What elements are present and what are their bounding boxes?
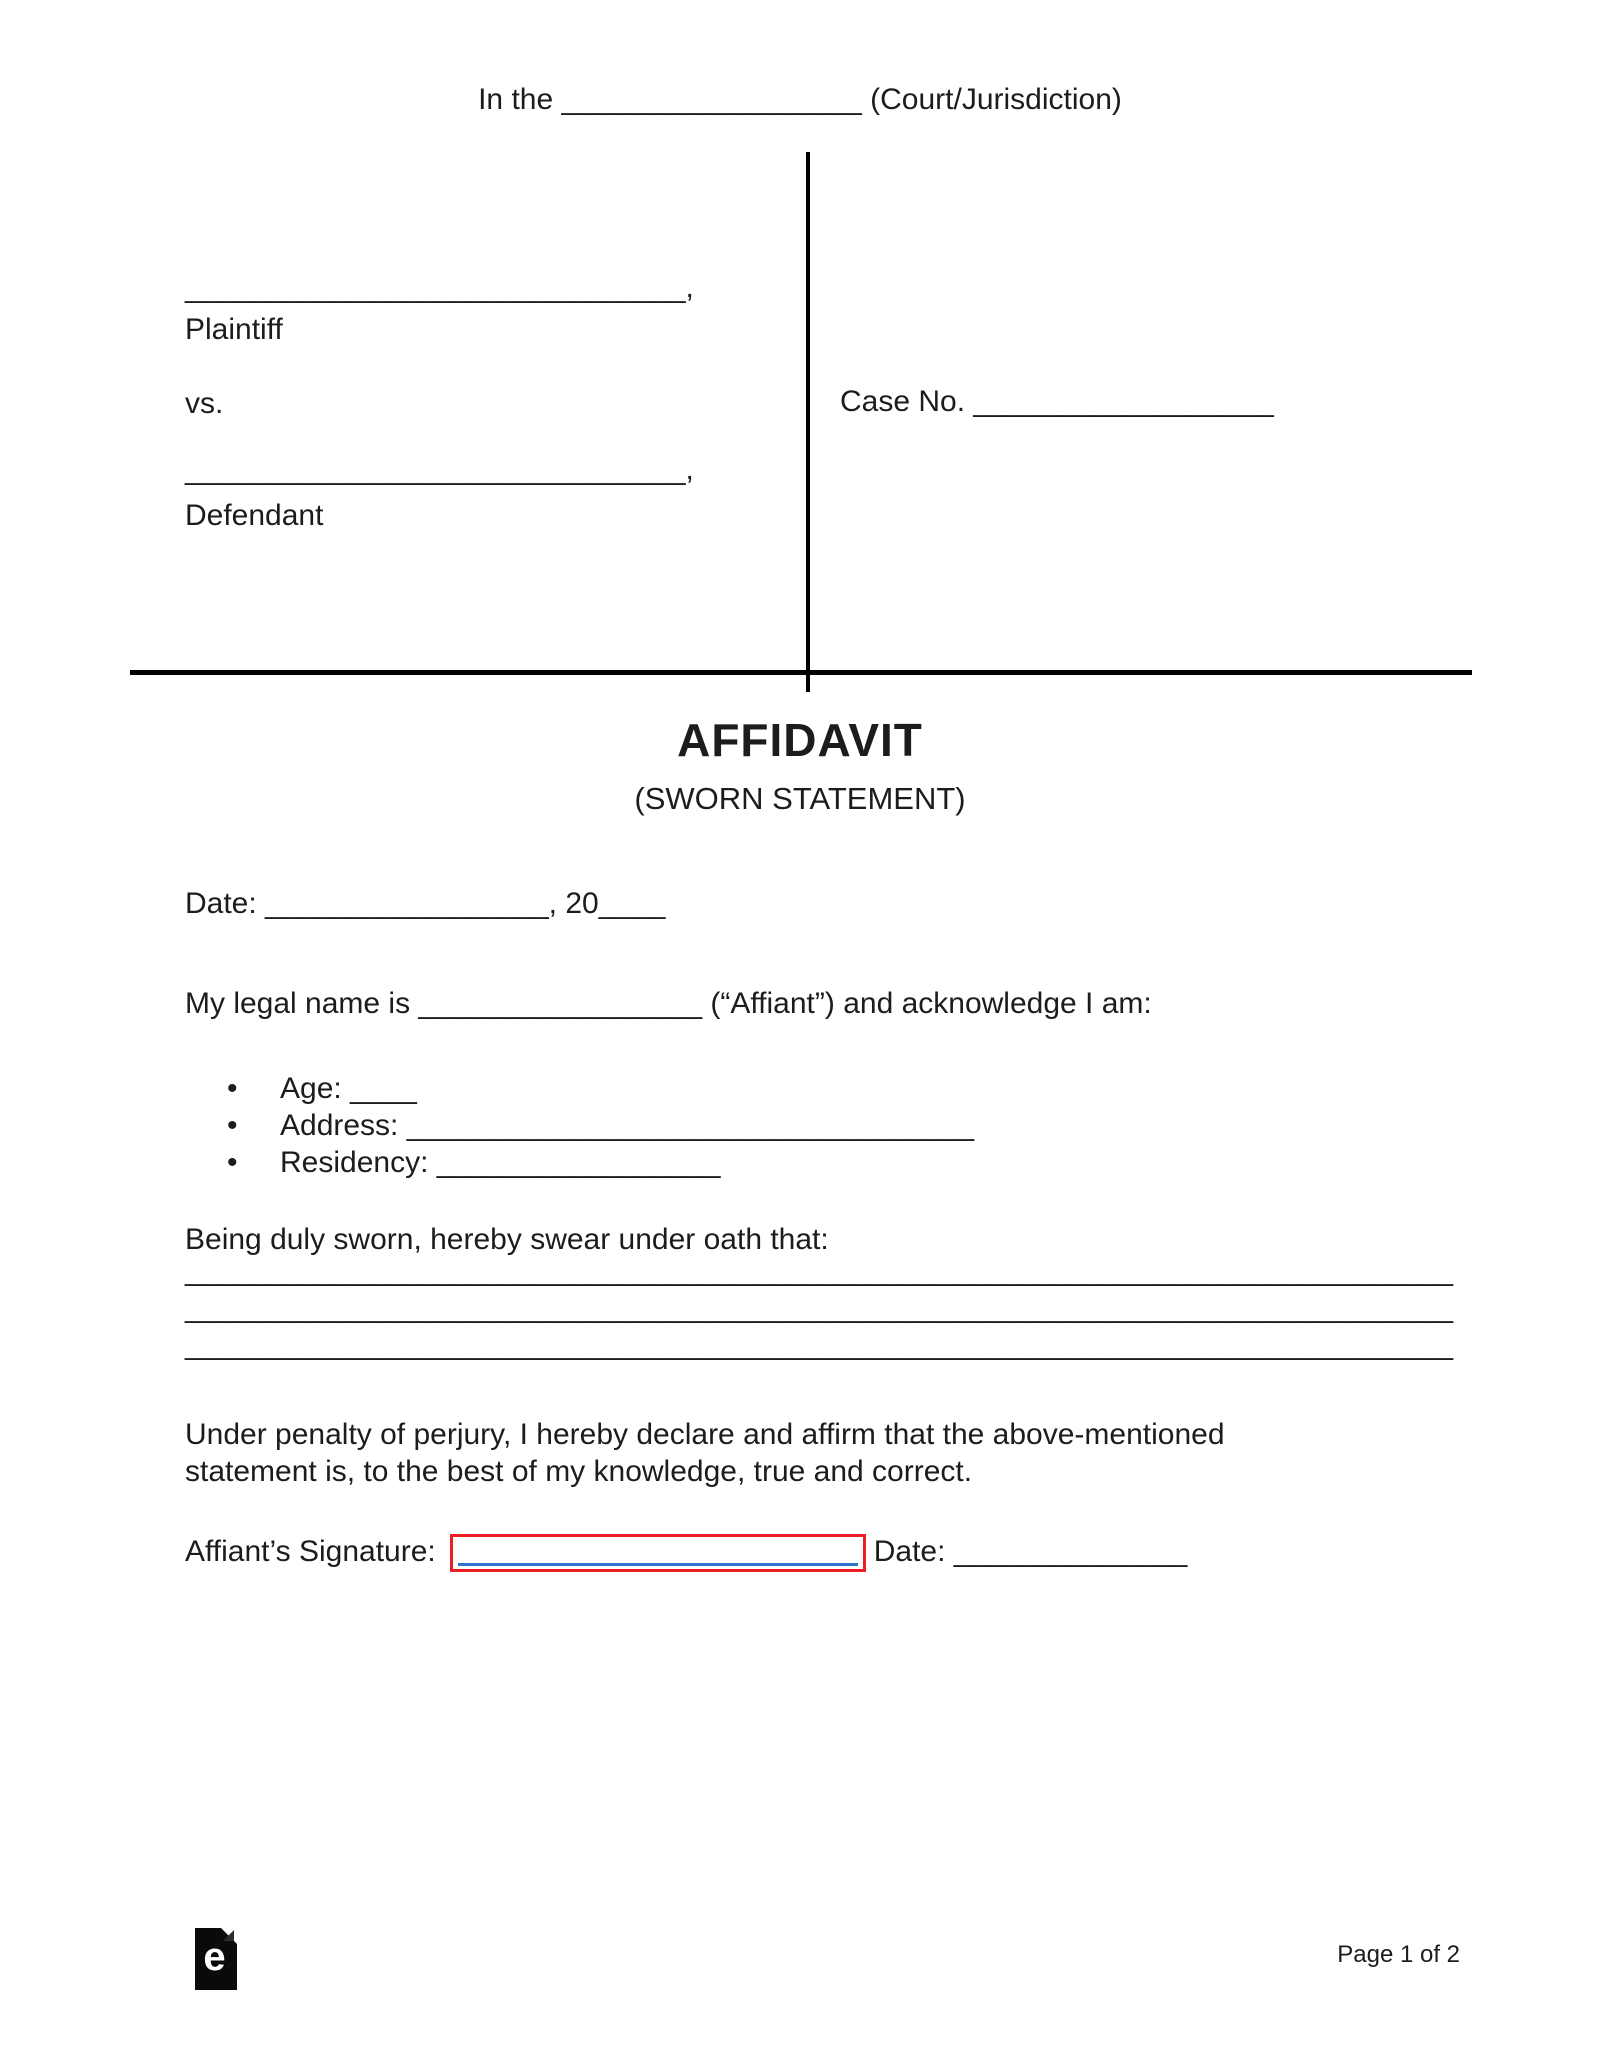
signature-underline xyxy=(458,1563,858,1566)
versus-label: vs. xyxy=(185,387,224,420)
affiant-attributes-list xyxy=(185,1070,974,1181)
date-line: Date: _________________, 20____ xyxy=(185,887,666,920)
caption-horizontal-divider xyxy=(130,670,1472,675)
signature-row xyxy=(185,1532,1187,1572)
caption-vertical-divider xyxy=(806,152,810,692)
residency-line: • Residency: _________________ xyxy=(185,1144,974,1181)
plaintiff-label: Plaintiff xyxy=(185,313,283,346)
page-indicator: Page 1 of 2 xyxy=(1337,1941,1460,1968)
affiant-signature-label: Affiant’s Signature: xyxy=(185,1535,436,1568)
perjury-paragraph-line: statement is, to the best of my knowledge, true and correct. xyxy=(185,1455,973,1488)
defendant-name-blank: ______________________________, xyxy=(185,453,694,486)
perjury-paragraph xyxy=(185,1416,1225,1490)
eforms-logo xyxy=(195,1928,237,1990)
logo-letter: e xyxy=(203,1935,226,1979)
legal-name-line: My legal name is _________________ (“Affiant”) and acknowledge I am: xyxy=(185,987,1152,1020)
statement-blank-line: ____________________________________________________________________________ xyxy=(185,1254,1454,1287)
age-line: • Age: ____ xyxy=(185,1070,974,1107)
case-number-line: Case No. __________________ xyxy=(840,385,1274,418)
signature-date-line: Date: ______________ xyxy=(873,1535,1188,1568)
plaintiff-name-blank: ______________________________, xyxy=(185,271,694,304)
defendant-label: Defendant xyxy=(185,499,324,532)
statement-blank-line: ____________________________________________________________________________ xyxy=(185,1328,1454,1361)
address-line: • Address: __________________________________ xyxy=(185,1107,974,1144)
affiant-signature-field[interactable] xyxy=(450,1534,866,1572)
document-title: AFFIDAVIT xyxy=(677,714,923,766)
document-subtitle: (SWORN STATEMENT) xyxy=(634,781,966,816)
statement-blank-line: ____________________________________________________________________________ xyxy=(185,1291,1454,1324)
court-jurisdiction-heading: In the __________________ (Court/Jurisdiction) xyxy=(478,83,1122,116)
sworn-intro-line: Being duly sworn, hereby swear under oath that: xyxy=(185,1223,829,1256)
perjury-paragraph-line: Under penalty of perjury, I hereby declare and affirm that the above-mentioned xyxy=(185,1418,1225,1451)
statement-blank-lines xyxy=(185,1252,1453,1363)
